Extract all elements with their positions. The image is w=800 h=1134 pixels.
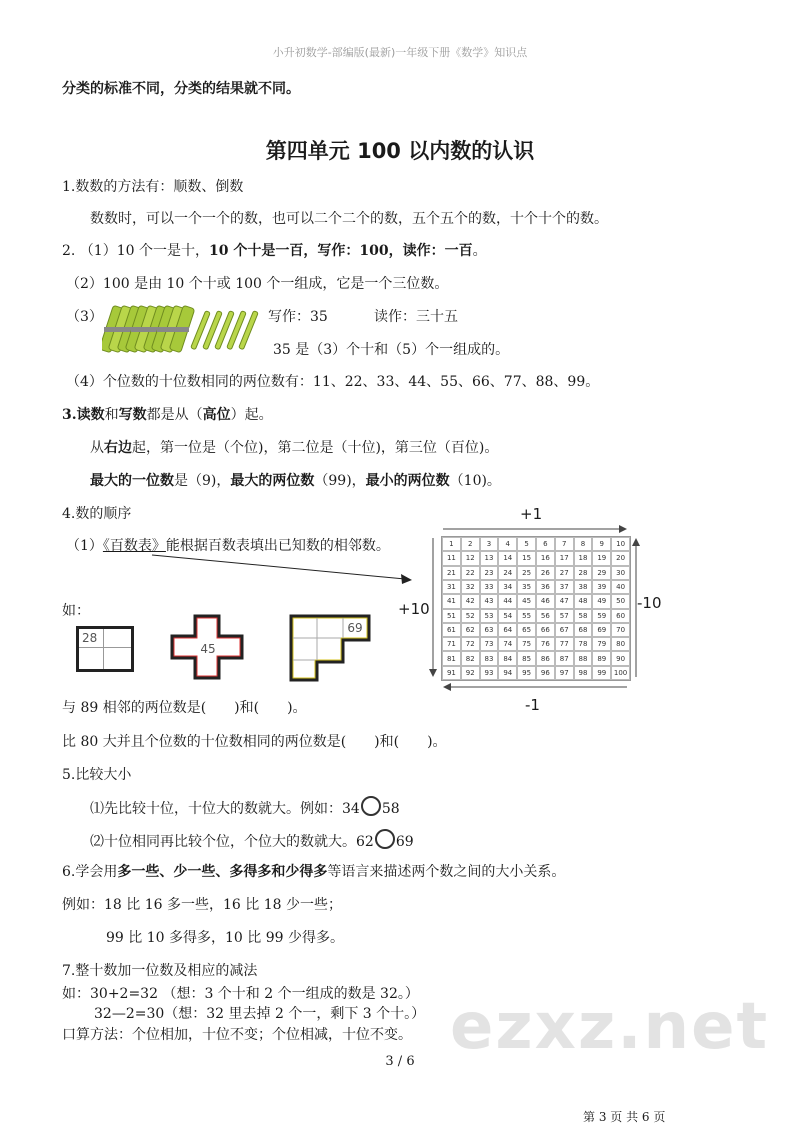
page-header: 小升初数学-部编版(最新)一年级下册《数学》知识点 <box>272 46 528 59</box>
hundred-chart-cell: 50 <box>611 594 630 608</box>
hundred-chart-cell: 46 <box>536 594 555 608</box>
hundred-chart-cell: 42 <box>461 594 480 608</box>
s3-h-b: 和 <box>104 407 119 423</box>
s2-line3b: 35 是（3）个十和（5）个一组成的。 <box>273 342 510 358</box>
grid-label-top: +1 <box>520 505 543 523</box>
hundred-chart-cell: 36 <box>536 580 555 594</box>
s2-line1-c: 。 <box>472 243 487 259</box>
hundred-chart-link: 《百数表》 <box>102 538 166 554</box>
s4-question2: 比 80 大并且个位数的十位数相同的两位数是( )和( )。 <box>62 734 447 750</box>
s3-l1-a: 从 <box>90 440 104 456</box>
hundred-chart-cell: 37 <box>555 580 574 594</box>
s3-l2-c: 最大的两位数 <box>230 473 315 489</box>
hundred-chart-cell: 11 <box>442 551 461 565</box>
hundred-chart-cell: 47 <box>555 594 574 608</box>
hundred-chart-cell: 62 <box>461 623 480 637</box>
hundred-chart-cell: 2 <box>461 537 480 551</box>
s6-line2: 99 比 10 多得多，10 比 99 少得多。 <box>106 930 344 946</box>
arrow-down <box>428 536 438 679</box>
s3-l2-d: （99)， <box>314 473 366 489</box>
hundred-chart-cell: 8 <box>574 537 593 551</box>
single-rods <box>191 311 259 350</box>
hundred-chart-cell: 53 <box>480 609 499 623</box>
hundred-chart-cell: 76 <box>536 637 555 651</box>
hundred-chart-cell: 24 <box>498 566 517 580</box>
hundred-chart-cell: 92 <box>461 666 480 680</box>
hundred-chart-cell: 54 <box>498 609 517 623</box>
hundred-chart-cell: 67 <box>555 623 574 637</box>
hundred-chart-cell: 17 <box>555 551 574 565</box>
s4-heading: 4.数的顺序 <box>62 506 132 522</box>
s2-line4: （4）个位数的十位数相同的两位数有：11、22、33、44、55、66、77、88、99。 <box>66 374 600 390</box>
intro-line: 分类的标准不同，分类的结果就不同。 <box>62 81 300 97</box>
s1-heading: 1.数数的方法有：顺数、倒数 <box>62 179 244 195</box>
compare-circle-1 <box>361 796 381 816</box>
hundred-chart-cell: 22 <box>461 566 480 580</box>
s1-body: 数数时，可以一个一个的数，也可以二个二个的数，五个五个的数，十个十个的数。 <box>90 211 608 227</box>
shape-45 <box>170 614 244 680</box>
s5-l1-a: ⑴先比较十位，十位大的数就大。例如：34 <box>90 801 360 817</box>
s7-line3: 口算方法：个位相加，十位不变；个位相减，十位不变。 <box>62 1027 412 1043</box>
hundred-chart-cell: 25 <box>517 566 536 580</box>
s7-line1: 如：30+2=32 （想：3 个十和 2 个一组成的数是 32。） <box>62 986 419 1002</box>
s7-line2: 32—2=30（想：32 里去掉 2 个一，剩下 3 个十。） <box>94 1006 426 1022</box>
hundred-chart-cell: 21 <box>442 566 461 580</box>
hundred-chart-cell: 57 <box>555 609 574 623</box>
hundred-chart-cell: 70 <box>611 623 630 637</box>
hundred-chart-cell: 79 <box>592 637 611 651</box>
hundred-chart-cell: 51 <box>442 609 461 623</box>
shape-69-label: 69 <box>347 621 363 635</box>
s4-question1: 与 89 相邻的两位数是( )和( )。 <box>62 700 307 716</box>
hundred-chart-cell: 96 <box>536 666 555 680</box>
hundred-chart-cell: 30 <box>611 566 630 580</box>
counting-rods-image <box>102 300 262 358</box>
s3-l2-a: 最大的一位数 <box>90 473 174 489</box>
hundred-chart-cell: 26 <box>536 566 555 580</box>
s5-l2-b: 69 <box>395 834 414 850</box>
hundred-chart-cell: 15 <box>517 551 536 565</box>
s3-l1-b: 右边 <box>104 440 132 456</box>
hundred-chart-cell: 66 <box>536 623 555 637</box>
hundred-chart-cell: 43 <box>480 594 499 608</box>
s6-h-a: 6.学会用 <box>62 864 118 880</box>
hundred-chart-cell: 29 <box>592 566 611 580</box>
hundred-chart <box>441 536 631 681</box>
hundred-chart-cell: 83 <box>480 651 499 665</box>
hundred-chart-cell: 32 <box>461 580 480 594</box>
s3-l2-e: 最小的两位数 <box>365 473 450 489</box>
hundred-chart-cell: 90 <box>611 651 630 665</box>
s2-line1-a: 2. （1）10 个一是十， <box>62 243 209 259</box>
hundred-chart-cell: 82 <box>461 651 480 665</box>
hundred-chart-cell: 52 <box>461 609 480 623</box>
hundred-chart-cell: 68 <box>574 623 593 637</box>
s3-heading <box>62 404 273 424</box>
hundred-chart-cell: 16 <box>536 551 555 565</box>
hundred-chart-cell: 73 <box>480 637 499 651</box>
s6-line1: 例如：18 比 16 多一些，16 比 18 少一些； <box>62 897 342 913</box>
unit-title: 第四单元 100 以内数的认识 <box>265 139 535 163</box>
hundred-chart-cell: 61 <box>442 623 461 637</box>
hundred-chart-cell: 59 <box>592 609 611 623</box>
shape-28 <box>76 626 134 672</box>
grid-label-right: -10 <box>637 594 662 612</box>
hundred-chart-cell: 1 <box>442 537 461 551</box>
s4-example: 如： <box>62 603 90 619</box>
hundred-chart-cell: 41 <box>442 594 461 608</box>
hundred-chart-cell: 95 <box>517 666 536 680</box>
hundred-chart-cell: 31 <box>442 580 461 594</box>
s5-heading: 5.比较大小 <box>62 767 132 783</box>
s3-h-c: 写数 <box>118 407 147 423</box>
arrow-left <box>441 682 629 692</box>
s5-line1 <box>90 796 400 818</box>
hundred-chart-cell: 7 <box>555 537 574 551</box>
hundred-chart-cell: 14 <box>498 551 517 565</box>
s3-l1-c: 起，第一位是（个位)，第二位是（十位)，第三位（百位)。 <box>132 440 499 456</box>
hundred-chart-cell: 20 <box>611 551 630 565</box>
s5-l1-b: 58 <box>381 801 400 817</box>
hundred-chart-cell: 45 <box>517 594 536 608</box>
hundred-chart-cell: 23 <box>480 566 499 580</box>
hundred-chart-cell: 4 <box>498 537 517 551</box>
hundred-chart-cell: 99 <box>592 666 611 680</box>
hundred-chart-cell: 13 <box>480 551 499 565</box>
s4-l1-a: （1） <box>66 538 103 554</box>
hundred-chart-cell: 39 <box>592 580 611 594</box>
hundred-chart-cell: 85 <box>517 651 536 665</box>
hundred-chart-cell: 94 <box>498 666 517 680</box>
hundred-chart-cell: 64 <box>498 623 517 637</box>
s4-l1-c: 能根据百数表填出已知数的相邻数。 <box>165 538 390 554</box>
hundred-chart-cell: 10 <box>611 537 630 551</box>
hundred-chart-cell: 56 <box>536 609 555 623</box>
arrow-right <box>441 524 629 534</box>
hundred-chart-cell: 5 <box>517 537 536 551</box>
s3-h-f: ）起。 <box>230 407 273 423</box>
hundred-chart-cell: 78 <box>574 637 593 651</box>
shape-69 <box>289 614 371 682</box>
s6-heading <box>62 861 565 881</box>
arrow-to-chart <box>150 552 415 584</box>
hundred-chart-cell: 72 <box>461 637 480 651</box>
watermark: ezxz.net <box>450 990 770 1064</box>
hundred-chart-cell: 80 <box>611 637 630 651</box>
arrow-up <box>631 536 641 679</box>
s2-read: 读作：三十五 <box>374 309 458 325</box>
hundred-chart-cell: 60 <box>611 609 630 623</box>
hundred-chart-cell: 38 <box>574 580 593 594</box>
hundred-chart-cell: 27 <box>555 566 574 580</box>
hundred-chart-cell: 58 <box>574 609 593 623</box>
hundred-chart-cell: 98 <box>574 666 593 680</box>
s2-line1-b: 10 个十是一百，写作：100，读作：一百 <box>208 243 473 259</box>
hundred-chart-cell: 33 <box>480 580 499 594</box>
s3-h-a: 3.读数 <box>62 407 105 423</box>
hundred-chart-cell: 86 <box>536 651 555 665</box>
hundred-chart-cell: 9 <box>592 537 611 551</box>
grid-label-bottom: -1 <box>525 696 540 714</box>
hundred-chart-cell: 19 <box>592 551 611 565</box>
hundred-chart-cell: 18 <box>574 551 593 565</box>
s3-line2 <box>90 470 501 490</box>
hundred-chart-cell: 75 <box>517 637 536 651</box>
s2-line3-label: （3） <box>66 309 103 325</box>
s2-line2: （2）100 是由 10 个十或 100 个一组成，它是一个三位数。 <box>66 276 449 292</box>
hundred-chart-cell: 97 <box>555 666 574 680</box>
hundred-chart-cell: 69 <box>592 623 611 637</box>
page-footer: 第 3 页 共 6 页 <box>583 1110 666 1124</box>
s2-write: 写作：35 <box>268 309 328 325</box>
s2-line1 <box>62 240 487 260</box>
page-number: 3 / 6 <box>385 1054 415 1069</box>
shape-45-label: 45 <box>200 642 216 656</box>
s3-h-d: 都是从（ <box>146 407 203 423</box>
s6-h-c: 等语言来描述两个数之间的大小关系。 <box>327 864 566 880</box>
s3-l2-b: 是（9)， <box>174 473 231 489</box>
hundred-chart-cell: 65 <box>517 623 536 637</box>
hundred-chart-cell: 77 <box>555 637 574 651</box>
hundred-chart-cell: 87 <box>555 651 574 665</box>
s3-l2-f: （10)。 <box>449 473 501 489</box>
compare-circle-2 <box>375 829 395 849</box>
hundred-chart-cell: 91 <box>442 666 461 680</box>
hundred-chart-cell: 55 <box>517 609 536 623</box>
s7-heading: 7.整十数加一位数及相应的减法 <box>62 963 258 979</box>
hundred-chart-cell: 88 <box>574 651 593 665</box>
hundred-chart-cell: 71 <box>442 637 461 651</box>
hundred-chart-cell: 89 <box>592 651 611 665</box>
s6-h-b: 多一些、少一些、多得多和少得多 <box>117 864 328 880</box>
hundred-chart-cell: 6 <box>536 537 555 551</box>
hundred-chart-cell: 40 <box>611 580 630 594</box>
s3-h-e: 高位 <box>202 407 231 423</box>
hundred-chart-cell: 44 <box>498 594 517 608</box>
hundred-chart-cell: 63 <box>480 623 499 637</box>
hundred-chart-cell: 100 <box>611 666 630 680</box>
hundred-chart-cell: 35 <box>517 580 536 594</box>
hundred-chart-cell: 12 <box>461 551 480 565</box>
hundred-chart-cell: 49 <box>592 594 611 608</box>
hundred-chart-cell: 74 <box>498 637 517 651</box>
hundred-chart-cell: 3 <box>480 537 499 551</box>
hundred-chart-cell: 34 <box>498 580 517 594</box>
hundred-chart-cell: 84 <box>498 651 517 665</box>
hundred-chart-cell: 28 <box>574 566 593 580</box>
grid-label-left: +10 <box>398 600 430 618</box>
hundred-chart-cell: 48 <box>574 594 593 608</box>
hundred-chart-cell: 93 <box>480 666 499 680</box>
s3-line1 <box>90 437 498 457</box>
s5-line2 <box>90 829 414 851</box>
s5-l2-a: ⑵十位相同再比较个位，个位大的数就大。62 <box>90 834 374 850</box>
hundred-chart-cell: 81 <box>442 651 461 665</box>
shape-28-label: 28 <box>82 631 98 645</box>
